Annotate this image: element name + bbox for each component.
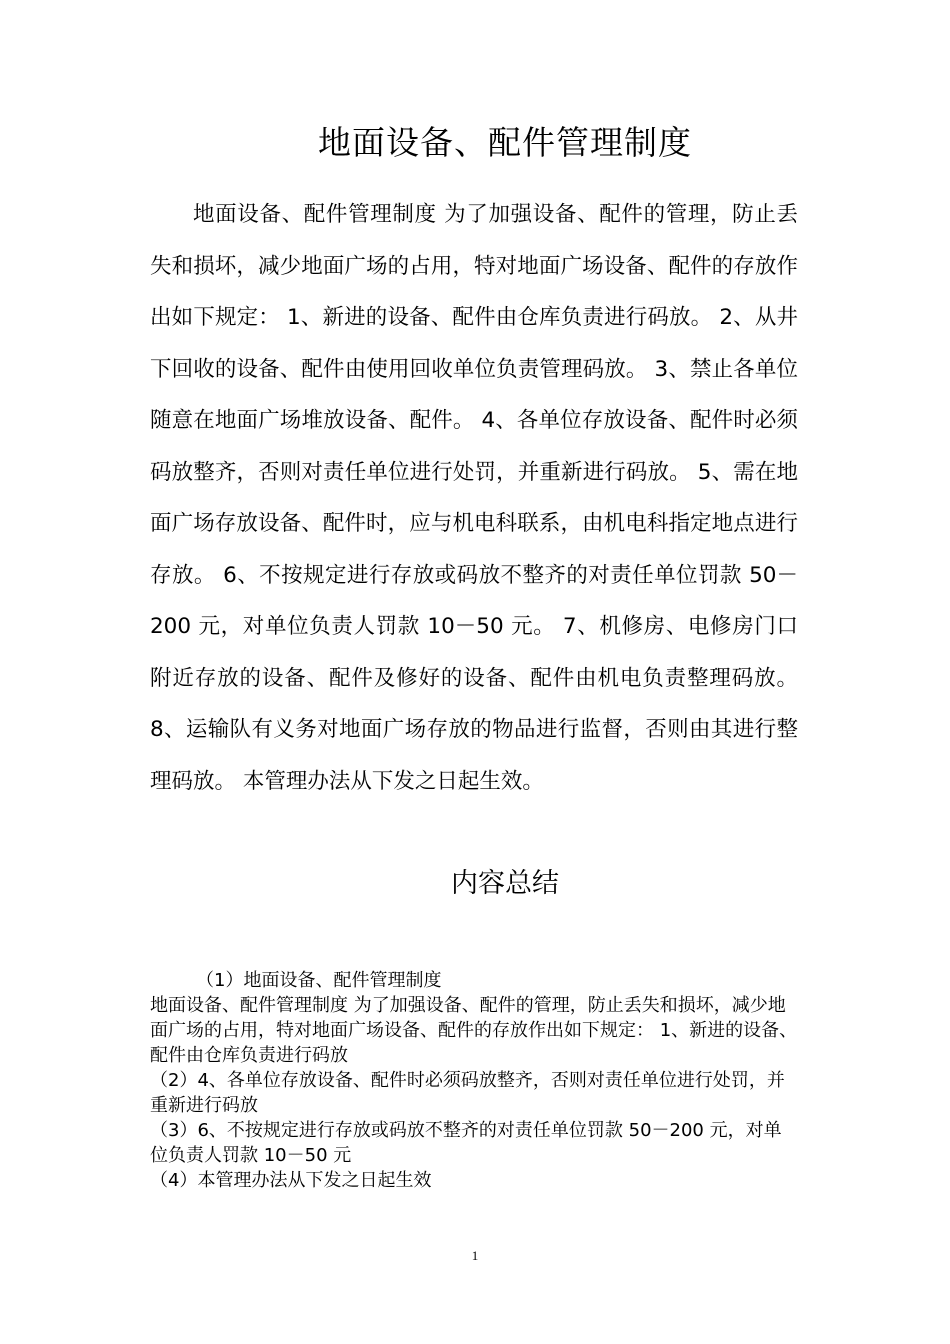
summary-item-1-body: 地面设备、配件管理制度 为了加强设备、配件的管理，防止丢失和损坏，减少地面广场的占用，特对地面广场设备、配件的存放作出如下规定： 1、新进的设备、配件由仓库负责进行码放 bbox=[150, 995, 798, 1066]
document-body: 地面设备、配件管理制度 为了加强设备、配件的管理，防止丢失和损坏，减少地面广场的占用，特对地面广场设备、配件的存放作出如下规定： 1、新进的设备、配件由仓库负责进行码放。 2、从井下回收的设备、配件由使用回收单位负责管理码放。 3、禁止各单位随意在地面广场堆放设备、配件。 4、各单位存放设备、配件时必须码放整齐，否则对责任单位进行处罚，并重新进行码放。 5、需在地面广场存放设备、配件时，应与机电科联系，由机电科指定地点进行存放。 6、不按规定进行存放或码放不整齐的对责任单位罚款 50－200 元，对单位负责人罚款 10－50 元。 7、机修房、电修房门口附近存放的设备、配件及修好的设备、配件由机电负责整理码放。 8、运输队有义务对地面广场存放的物品进行监督，否则由其进行整理码放。 本管理办法从下发之日起生效。 bbox=[150, 202, 798, 794]
page-number: 1 bbox=[471, 1248, 479, 1263]
summary-item-4: （4）本管理办法从下发之日起生效 bbox=[150, 1170, 432, 1191]
document-title: 地面设备、配件管理制度 bbox=[318, 123, 692, 162]
summary-list bbox=[150, 968, 798, 1193]
summary-item-1-head: （1）地面设备、配件管理制度 bbox=[196, 970, 442, 991]
summary-title: 内容总结 bbox=[451, 868, 559, 899]
summary-item-2: （2）4、各单位存放设备、配件时必须码放整齐，否则对责任单位进行处罚，并重新进行码放 bbox=[150, 1070, 785, 1116]
summary-item-3: （3）6、不按规定进行存放或码放不整齐的对责任单位罚款 50－200 元，对单位负责人罚款 10－50 元 bbox=[150, 1120, 782, 1166]
